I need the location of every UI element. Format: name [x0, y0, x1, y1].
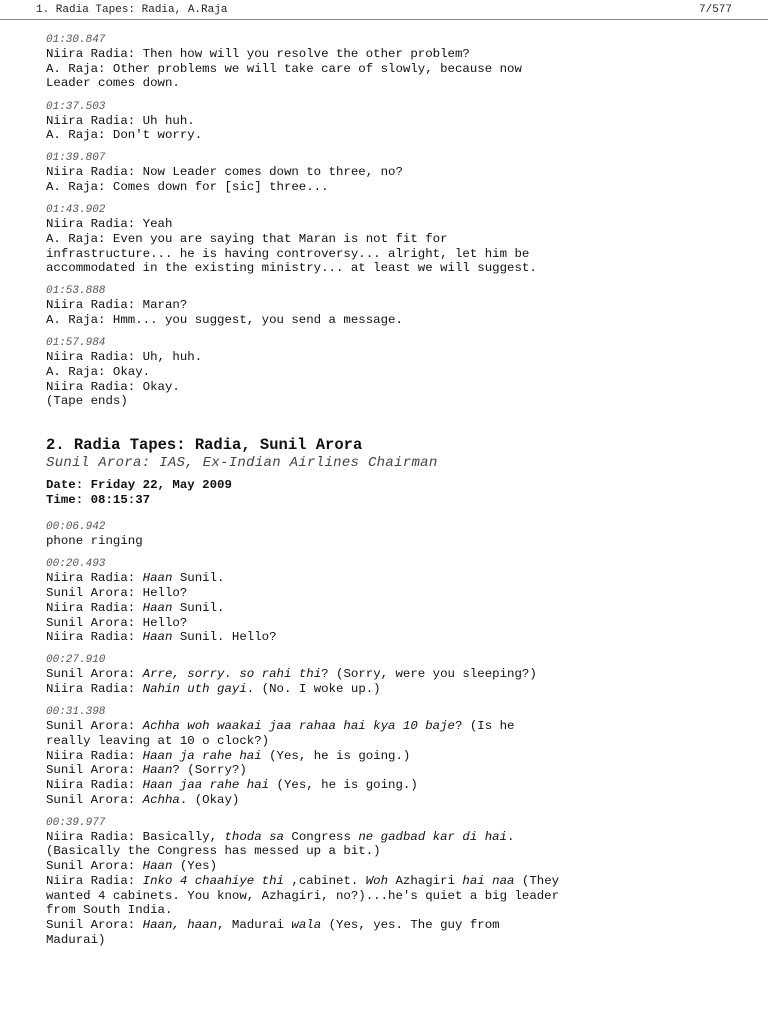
line-text: Sunil Arora:: [46, 917, 143, 932]
transcript-part-2: [46, 520, 736, 947]
dialogue-line: [46, 933, 736, 948]
line-text: really leaving at 10 o clock?): [46, 733, 270, 748]
dialogue-line: infrastructure... he is having controversy... alright, let him be: [46, 246, 530, 261]
line-text: Sunil Arora:: [46, 792, 143, 807]
line-text: (Yes): [172, 859, 218, 874]
running-title: 1. Radia Tapes: Radia, A.Raja: [36, 4, 228, 16]
line-text: ? (Is he: [454, 719, 515, 734]
hindi-phrase: Inko 4 chaahiye thi: [142, 873, 284, 888]
dialogue-line: [46, 682, 736, 697]
hindi-phrase: Haan: [142, 600, 173, 615]
line-text: Niira Radia:: [46, 748, 143, 763]
line-text: . (No. I woke up.): [246, 682, 381, 697]
line-text: (Basically the Congress has messed up a bit.): [46, 844, 381, 859]
line-text: Madurai): [46, 932, 106, 947]
dialogue-line: accommodated in the existing ministry... at least we will suggest.: [46, 261, 537, 276]
dialogue-line: [46, 734, 736, 749]
dialogue-line: Niira Radia: Then how will you resolve the other problem?: [46, 47, 470, 61]
line-text: phone ringing: [46, 534, 143, 549]
hindi-phrase: Haan, haan: [142, 917, 218, 932]
timestamp: 01:57.984: [46, 337, 106, 350]
timestamp: 01:53.888: [46, 285, 106, 298]
dialogue-line: Niira Radia: Okay.: [46, 379, 180, 394]
dialogue-line: [46, 763, 736, 778]
transcript-entry: [46, 557, 736, 645]
dialogue-line: [46, 749, 736, 764]
line-text: Niira Radia: Basically,: [46, 829, 225, 844]
recording-date: Date: Friday 22, May 2009: [46, 477, 232, 492]
section-subtitle: Sunil Arora: IAS, Ex-Indian Airlines Chairman: [46, 454, 438, 471]
timestamp: 01:30.847: [46, 34, 106, 46]
line-text: Azhagiri: [388, 873, 463, 888]
dialogue-line: Niira Radia: Uh, huh.: [46, 350, 203, 365]
transcript-entry: [46, 816, 736, 948]
dialogue-line: [46, 601, 736, 616]
line-text: wanted 4 cabinets. You know, Azhagiri, no?)...he's quiet a big leader: [46, 888, 560, 903]
transcript-entry: [46, 100, 736, 143]
line-text: Sunil Arora:: [46, 763, 143, 778]
dialogue-line: [46, 918, 736, 933]
line-text: Niira Radia:: [46, 630, 143, 645]
hindi-phrase: Achha woh waakai jaa rahaa hai kya 10 baje: [142, 719, 455, 734]
line-text: Niira Radia:: [46, 777, 143, 792]
dialogue-line: Niira Radia: Now Leader comes down to three, no?: [46, 165, 403, 180]
transcript-entry: [46, 151, 736, 194]
transcript-part-1: [46, 33, 736, 409]
line-text: Sunil Arora:: [46, 667, 143, 682]
line-text: (Yes, he is going.): [269, 777, 418, 792]
dialogue-line: [46, 889, 736, 904]
line-text: Sunil Arora: Hello?: [46, 615, 188, 630]
transcript-entry: [46, 653, 736, 696]
timestamp: 00:27.910: [46, 654, 106, 667]
timestamp: 01:39.807: [46, 152, 106, 165]
dialogue-line: [46, 903, 736, 918]
line-text: Niira Radia:: [46, 571, 143, 586]
timestamp: 00:31.398: [46, 706, 106, 719]
line-text: Sunil.: [172, 571, 225, 586]
timestamp: 00:06.942: [46, 521, 106, 534]
dialogue-line: [46, 630, 736, 645]
line-text: from South India.: [46, 903, 173, 918]
line-text: ? (Sorry?): [172, 763, 247, 778]
dialogue-line: A. Raja: Comes down for [sic] three...: [46, 180, 329, 194]
hindi-phrase: hai naa: [462, 873, 515, 888]
hindi-phrase: Haan: [142, 571, 173, 586]
recording-time: Time: 08:15:37: [46, 492, 151, 507]
hindi-phrase: Haan: [142, 630, 173, 645]
timestamp: 01:37.503: [46, 100, 106, 113]
line-text: .: [507, 829, 515, 844]
hindi-phrase: wala: [291, 917, 322, 932]
transcript-entry: [46, 705, 736, 807]
dialogue-line: Niira Radia: Uh huh.: [46, 113, 195, 128]
dialogue-line: A. Raja: Other problems we will take care of slowly, because now: [46, 61, 522, 76]
dialogue-line: [46, 586, 736, 601]
dialogue-line: [46, 534, 736, 549]
dialogue-line: [46, 719, 736, 734]
hindi-phrase: Achha: [142, 792, 180, 807]
hindi-phrase: Haan jaa rahe hai: [142, 777, 270, 792]
hindi-phrase: Haan: [142, 859, 173, 874]
dialogue-line: A. Raja: Hmm... you suggest, you send a message.: [46, 313, 403, 327]
transcript-entry: [46, 336, 736, 409]
dialogue-line: (Tape ends): [46, 394, 128, 409]
dialogue-line: A. Raja: Don't worry.: [46, 128, 203, 143]
line-text: Congress: [283, 829, 359, 844]
dialogue-line: [46, 859, 736, 874]
page-header: [0, 0, 768, 20]
line-text: Sunil Arora: Hello?: [46, 586, 188, 601]
line-text: ,cabinet.: [283, 873, 366, 888]
transcript-entry: [46, 203, 736, 276]
dialogue-line: A. Raja: Okay.: [46, 364, 151, 379]
dialogue-line: [46, 778, 736, 793]
timestamp: 00:20.493: [46, 558, 106, 571]
timestamp: 01:43.902: [46, 204, 106, 217]
dialogue-line: Leader comes down.: [46, 76, 180, 91]
line-text: Sunil Arora:: [46, 719, 143, 734]
line-text: (They: [514, 873, 560, 888]
transcript-entry: [46, 33, 736, 91]
transcript-entry: [46, 284, 736, 327]
line-text: ? (Sorry, were you sleeping?): [321, 667, 537, 682]
line-text: (Yes, yes. The guy from: [321, 917, 500, 932]
line-text: Sunil Arora:: [46, 859, 143, 874]
dialogue-line: [46, 667, 736, 682]
dialogue-line: Niira Radia: Yeah: [46, 217, 173, 232]
line-text: Sunil.: [172, 600, 225, 615]
line-text: Niira Radia:: [46, 873, 143, 888]
dialogue-line: [46, 830, 736, 845]
section-title: 2. Radia Tapes: Radia, Sunil Arora: [46, 435, 363, 454]
line-text: , Madurai: [217, 917, 292, 932]
line-text: (Yes, he is going.): [261, 748, 411, 763]
line-text: Niira Radia:: [46, 682, 143, 697]
hindi-phrase: ne gadbad kar di hai: [358, 829, 508, 844]
hindi-phrase: thoda sa: [224, 829, 284, 844]
dialogue-line: Niira Radia: Maran?: [46, 298, 188, 313]
timestamp: 00:39.977: [46, 816, 106, 829]
hindi-phrase: Nahin uth gayi: [142, 682, 247, 697]
dialogue-line: A. Raja: Even you are saying that Maran is not fit for: [46, 231, 448, 246]
hindi-phrase: Woh: [365, 873, 389, 888]
recording-meta: [46, 478, 736, 507]
hindi-phrase: Haan ja rahe hai: [142, 748, 262, 763]
line-text: Niira Radia:: [46, 600, 143, 615]
dialogue-line: [46, 793, 736, 808]
hindi-phrase: Arre, sorry. so rahi thi: [142, 667, 322, 682]
line-text: Sunil. Hello?: [172, 630, 277, 645]
transcript-entry: [46, 520, 736, 549]
transcript-content: [46, 33, 736, 956]
dialogue-line: [46, 874, 736, 889]
dialogue-line: [46, 616, 736, 631]
dialogue-line: [46, 571, 736, 586]
dialogue-line: [46, 844, 736, 859]
page-number: 7/577: [698, 4, 732, 16]
hindi-phrase: Haan: [142, 763, 173, 778]
line-text: . (Okay): [179, 792, 240, 807]
